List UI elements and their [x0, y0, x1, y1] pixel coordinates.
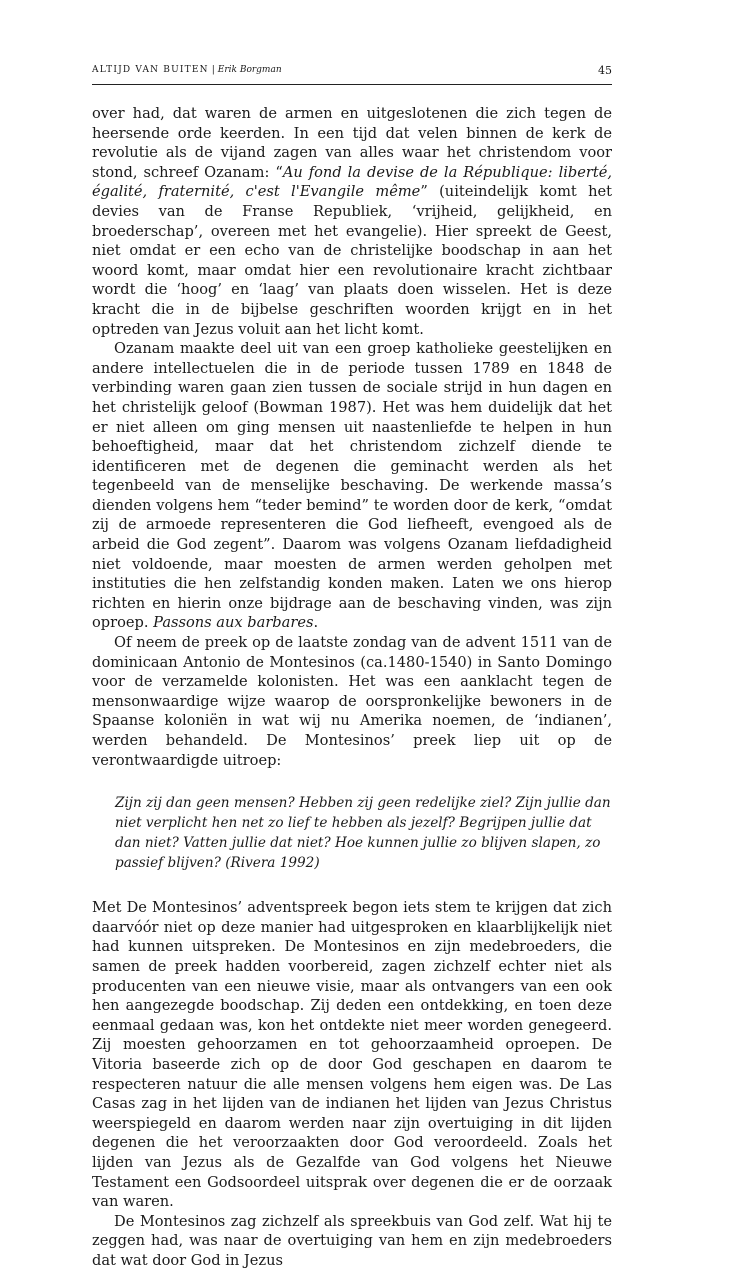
block-quote: Zijn zij dan geen mensen? Hebben zij geen redelijke ziel? Zijn jullie dan niet verplicht hen net zo lief te hebben als jezelf? Begrijpen jullie dat dan niet? Vatten jullie dat niet? Hoe kunnen jullie zo blijven slapen, zo passief blijven? (Rivera 1992)	[115, 795, 611, 872]
paragraph-5: De Montesinos zag zichzelf als spreekbuis van God zelf. Wat hij te zeggen had, was naar de overtuiging van hem en zijn medebroeders dat wat door God in Jezus	[92, 1212, 612, 1269]
french-citation: Au fond la devise de la République: liberté, égalité, fraternité, c'est l'Evangile même	[92, 163, 612, 201]
page-number: 45	[598, 64, 612, 77]
paragraph-1-text: over had, dat waren de armen en uitgeslotenen die zich tegen de heersende orde keerden. In een tijd dat velen binnen de kerk de revolutie als de vijand zagen van alles waar het christendom voor stond, schreef Ozanam: “	[92, 105, 612, 181]
paragraph-1	[92, 104, 612, 339]
paragraph-1-text-end: ” (uiteindelijk komt het devies van de Franse Republiek, ‘vrijheid, gelijkheid, en broederschap’, overeen met het evangelie). Hier spreekt de Geest, niet omdat er een echo van de christelijke boodschap in aan het woord komt, maar omdat hier een revolutionaire kracht zichtbaar wordt die ‘hoog’ en ‘laag’ van plaats doen wisselen. Het is deze kracht die in de bijbelse geschriften woorden krijgt en in het optreden van Jezus voluit aan het licht komt.	[92, 183, 612, 338]
paragraph-3	[92, 633, 612, 770]
body-text	[92, 104, 612, 1270]
book-title: ALTIJD VAN BUITEN	[92, 65, 209, 75]
running-head	[92, 62, 612, 85]
paragraph-3-text: Of neem de preek op de laatste zondag van de advent 1511 van de dominicaan Antonio de Montesinos (ca.1480-1540) in Santo Domingo voor de verzamelde kolonisten. Het was een aanklacht tegen de mensonwaardige wijze waarop de oorspronkelijke bewoners in de Spaanse koloniën in wat wij nu Amerika noemen, de ‘indianen’, werden behandeld. De Montesinos’ preek liep uit op de verontwaardigde uitroep:	[92, 634, 612, 769]
paragraph-2	[92, 339, 612, 633]
paragraph-2-text-end: .	[313, 614, 319, 632]
paragraph-2-text: Ozanam maakte deel uit van een groep katholieke geestelijken en andere intellectuelen die in de periode tussen 1789 en 1848 de verbinding waren gaan zien tussen de sociale strijd in hun dagen en het christelijk geloof (Bowman 1987). Het was hem duidelijk dat het er niet alleen om ging mensen uit naastenliefde te helpen in hun behoeftigheid, maar dat het christendom zichzelf diende te identificeren met de degenen die geminacht werden als het tegenbeeld van de menselijke beschaving. De werkende massa’s dienden volgens hem “teder bemind” te worden door de kerk, “omdat zij de armoede representeren die God liefheeft, evengoed als de arbeid die God zegent”. Daarom was volgens Ozanam liefdadigheid niet voldoende, maar moesten de armen werden geholpen met instituties die hen zelfstandig konden maken. Laten we ons hierop richten en hierin onze bijdrage aan de beschaving vinden, was zijn oproep.	[92, 340, 612, 632]
separator: |	[211, 65, 215, 75]
book-page	[92, 0, 612, 1269]
author-name: Erik Borgman	[217, 65, 282, 75]
french-phrase: Passons aux barbares	[153, 614, 314, 632]
running-head-left	[92, 65, 282, 75]
paragraph-4: Met De Montesinos’ adventspreek begon iets stem te krijgen dat zich daarvóór niet op deze manier had uitgesproken en klaarblijkelijk niet had kunnen uitspreken. De Montesinos en zijn medebroeders, die samen de preek hadden voorbereid, zagen zichzelf echter niet als producenten van een nieuwe visie, maar als ontvangers van een ook hen aangezegde boodschap. Zij deden een ontdekking, en toen deze eenmaal gedaan was, kon het ontdekte niet meer worden genegeerd. Zij moesten gehoorzamen en tot gehoorzaamheid oproepen. De Vitoria baseerde zich op de door God geschapen en daarom te respecteren natuur die alle mensen volgens hem eigen was. De Las Casas zag in het lijden van de indianen het lijden van Jezus Christus weerspiegeld en daarom werden naar zijn overtuiging in dit lijden degenen die het veroorzaakten door God veroordeeld. Zoals het lijden van Jezus als de Gezalfde van God volgens het Nieuwe Testament een Godsoordeel uitsprak over degenen die er de oorzaak van waren.	[92, 899, 612, 1211]
